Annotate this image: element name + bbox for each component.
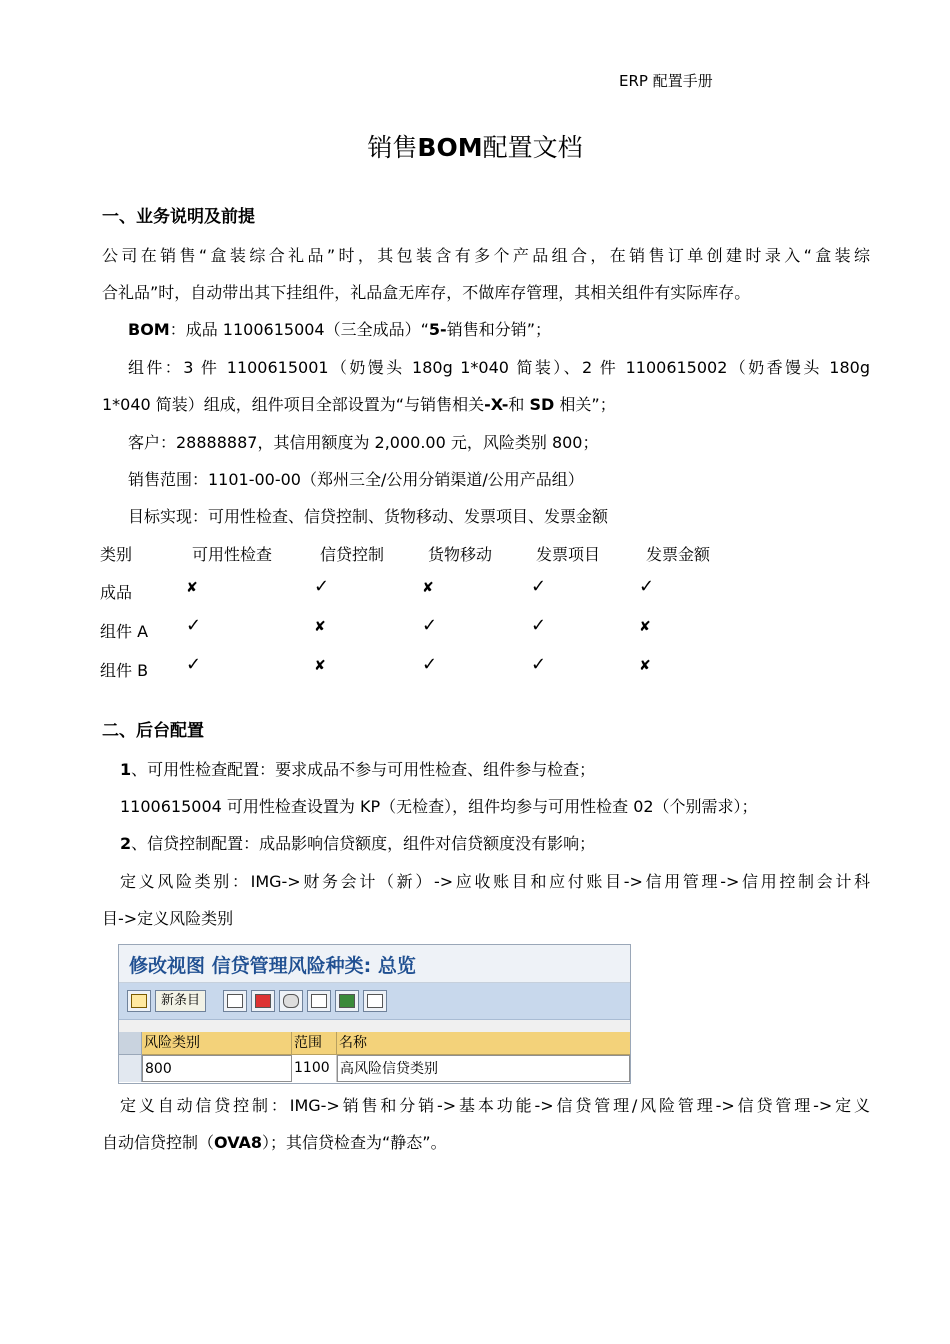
column-header-name[interactable]: 名称 (339, 1035, 367, 1051)
sap-screenshot (118, 944, 631, 1084)
delete-icon[interactable] (251, 990, 275, 1012)
auto-credit-line-1: 定义自动信贷控制：IMG->销售和分销->基本功能->信贷管理/风险管理->信贷管理->定义 (120, 1096, 870, 1115)
sap-title-bar (119, 945, 630, 983)
table-row (142, 1055, 630, 1082)
matrix-header: 可用性检查 (192, 545, 273, 564)
matrix-header: 发票金额 (646, 545, 711, 564)
matrix-row-label: 组件 A (100, 622, 149, 641)
name-cell[interactable]: 高风险信贷类别 (337, 1055, 630, 1082)
intro-line-1: 公司在销售“盒装综合礼品”时，其包装含有多个产品组合，在销售订单创建时录入“盒装综 (102, 246, 870, 265)
check-icon: ✓ (186, 615, 202, 636)
item2-line: 2、信贷控制配置：成品影响信贷额度，组件对信贷额度没有影响； (120, 834, 596, 853)
check-icon: ✓ (186, 654, 202, 675)
item1-detail: 1100615004 可用性检查设置为 KP（无检查），组件均参与可用性检查 02（个别需求）； (120, 797, 758, 816)
auto-credit-line-2: 自动信贷控制（OVA8）；其信贷检查为“静态”。 (102, 1133, 447, 1152)
section2-heading: 二、后台配置 (102, 721, 204, 741)
deselect-all-icon[interactable] (363, 990, 387, 1012)
risk-path-line-1: 定义风险类别：IMG->财务会计（新）->应收账目和应付账目->信用管理->信用控制会计科 (120, 872, 870, 891)
section1-heading: 一、业务说明及前提 (102, 207, 255, 227)
matrix-header-row (100, 542, 740, 572)
area-cell: 1100 (292, 1055, 337, 1082)
check-icon: ✓ (422, 654, 438, 675)
document-title: 销售BOM配置文档 (367, 133, 583, 162)
row-selector-column[interactable] (119, 1032, 142, 1082)
item1-line: 1、可用性检查配置：要求成品不参与可用性检查、组件参与检查； (120, 760, 596, 779)
check-icon: ✓ (531, 576, 547, 597)
risk-path-line-2: 目->定义风险类别 (102, 909, 234, 928)
column-header-risk-category[interactable]: 风险类别 (142, 1032, 292, 1054)
new-entry-button[interactable]: 新条目 (155, 990, 206, 1012)
intro-line-2: 合礼品”时，自动带出其下挂组件，礼品盒无库存，不做库存管理，其相关组件有实际库存。 (102, 283, 751, 302)
cross-icon: ✘ (422, 580, 434, 596)
running-header: ERP 配置手册 (619, 72, 713, 90)
risk-category-cell[interactable]: 800 (142, 1055, 292, 1082)
check-icon: ✓ (531, 615, 547, 636)
undo-icon[interactable] (279, 990, 303, 1012)
matrix-row (100, 615, 740, 649)
matrix-header: 类别 (100, 545, 133, 564)
risk-category-table (119, 1032, 630, 1082)
select-block-icon[interactable] (335, 990, 359, 1012)
sap-toolbar (119, 983, 630, 1020)
matrix-header: 发票项目 (536, 545, 601, 564)
copy-icon[interactable] (223, 990, 247, 1012)
goal-line: 目标实现：可用性检查、信贷控制、货物移动、发票项目、发票金额 (128, 507, 609, 526)
matrix-row-label: 成品 (100, 583, 133, 602)
bom-line: BOM：成品 1100615004（三全成品）“5-销售和分销”； (128, 320, 551, 339)
cross-icon: ✘ (314, 619, 326, 635)
component-line-1: 组件：3 件 1100615001（奶馒头 180g 1*040 简装）、2 件 1100615002（奶香馒头 180g (128, 358, 870, 377)
component-line-2: 1*040 简装）组成，组件项目全部设置为“与销售相关-X-和 SD 相关”； (102, 395, 616, 414)
cross-icon: ✘ (314, 658, 326, 674)
check-icon: ✓ (314, 576, 330, 597)
customer-line: 客户：28888887，其信用额度为 2,000.00 元，风险类别 800； (128, 433, 599, 452)
cross-icon: ✘ (186, 580, 198, 596)
cross-icon: ✘ (639, 619, 651, 635)
matrix-header: 货物移动 (428, 545, 493, 564)
check-icon: ✓ (422, 615, 438, 636)
sales-area-line: 销售范围：1101-00-00（郑州三全/公用分销渠道/公用产品组） (128, 470, 584, 489)
select-all-icon[interactable] (307, 990, 331, 1012)
column-header-area[interactable]: 范围 (292, 1032, 337, 1054)
matrix-header: 信贷控制 (320, 545, 385, 564)
matrix-row (100, 576, 740, 610)
cross-icon: ✘ (639, 658, 651, 674)
matrix-row (100, 654, 740, 688)
edit-icon[interactable] (127, 990, 151, 1012)
table-header-row (142, 1032, 630, 1055)
check-icon: ✓ (639, 576, 655, 597)
check-icon: ✓ (531, 654, 547, 675)
matrix-row-label: 组件 B (100, 661, 149, 680)
sap-window-title: 修改视图 信贷管理风险种类: 总览 (129, 955, 416, 977)
